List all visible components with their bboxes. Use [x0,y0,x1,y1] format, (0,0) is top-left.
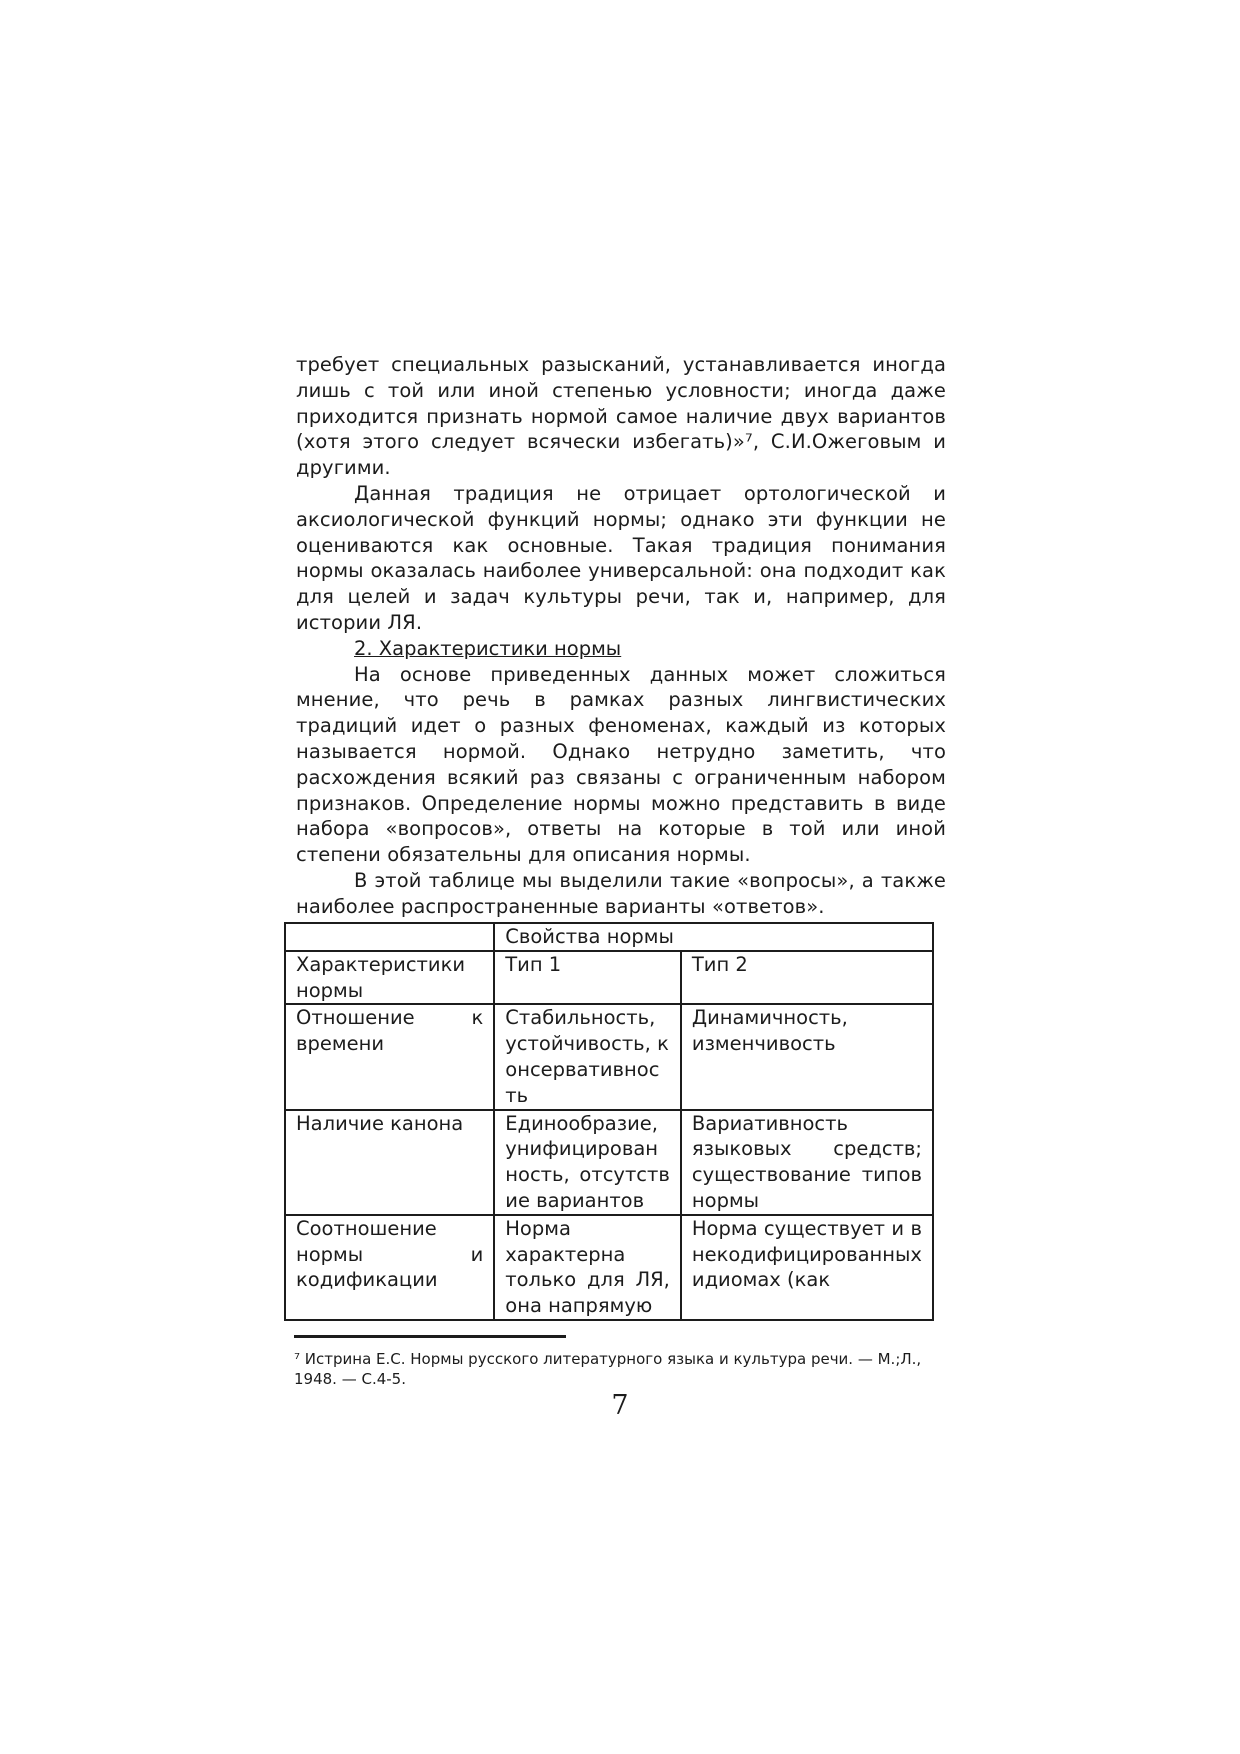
table-type2-header: Тип 2 [681,951,933,1005]
row-label: Соотношение нормы и кодификации [285,1215,494,1320]
row-type1: Стабильность, устойчивость, консервативность [494,1004,681,1109]
section-heading [296,636,946,662]
row-label: Отношение к времени [285,1004,494,1109]
footnote-separator [294,1335,566,1338]
row-type2: Динамичность, изменчивость [681,1004,933,1109]
table-row [285,1004,933,1109]
paragraph-1: требует специальных разысканий, устанавливается иногда лишь с той или иной степенью условности; иногда даже приходится признать нормой самое наличие двух вариантов (хотя этого следует всячески избегать)»⁷, С.И.Ожеговым и другими. [296,353,946,480]
paragraph-3: На основе приведенных данных может сложиться мнение, что речь в рамках разных лингвистических традиций идет о разных феноменах, каждый из которых называется нормой. Однако нетрудно заметить, что расхождения всякий раз связаны с ограниченным набором признаков. Определение нормы можно представить в виде набора «вопросов», ответы на которые в той или иной степени обязательны для описания нормы. [296,662,946,867]
row-type2: Вариативность языковых средств; существование типов нормы [681,1110,933,1215]
row-label: Наличие канона [285,1110,494,1215]
table-header-row [285,923,933,951]
table-subheader-row [285,951,933,1005]
page-number: 7 [611,1390,629,1421]
section-heading-text: 2. Характеристики нормы [354,636,622,660]
row-type1: Норма характерна только для ЛЯ, она напрямую [494,1215,681,1320]
page-body [296,352,946,920]
paragraph-4: В этой таблице мы выделили такие «вопросы», а также наиболее распространенные варианты «ответов». [296,868,946,918]
norms-table [284,922,934,1321]
table-row [285,1110,933,1215]
footnote: ⁷ Истрина Е.С. Нормы русского литературного языка и культура речи. — М.;Л., 1948. — С.4-5. [294,1350,922,1388]
table-group-header: Свойства нормы [494,923,933,951]
paragraph-2: Данная традиция не отрицает ортологической и аксиологической функций нормы; однако эти функции не оцениваются как основные. Такая традиция понимания нормы оказалась наиболее универсальной: она подходит как для целей и задач культуры речи, так и, например, для истории ЛЯ. [296,481,946,634]
table-col-label: Характеристики нормы [285,951,494,1005]
row-type1: Единообразие, унифицированность, отсутствие вариантов [494,1110,681,1215]
table-type1-header: Тип 1 [494,951,681,1005]
table-row [285,1215,933,1320]
table-corner-cell [285,923,494,951]
row-type2: Норма существует и в некодифицированных идиомах (как [681,1215,933,1320]
